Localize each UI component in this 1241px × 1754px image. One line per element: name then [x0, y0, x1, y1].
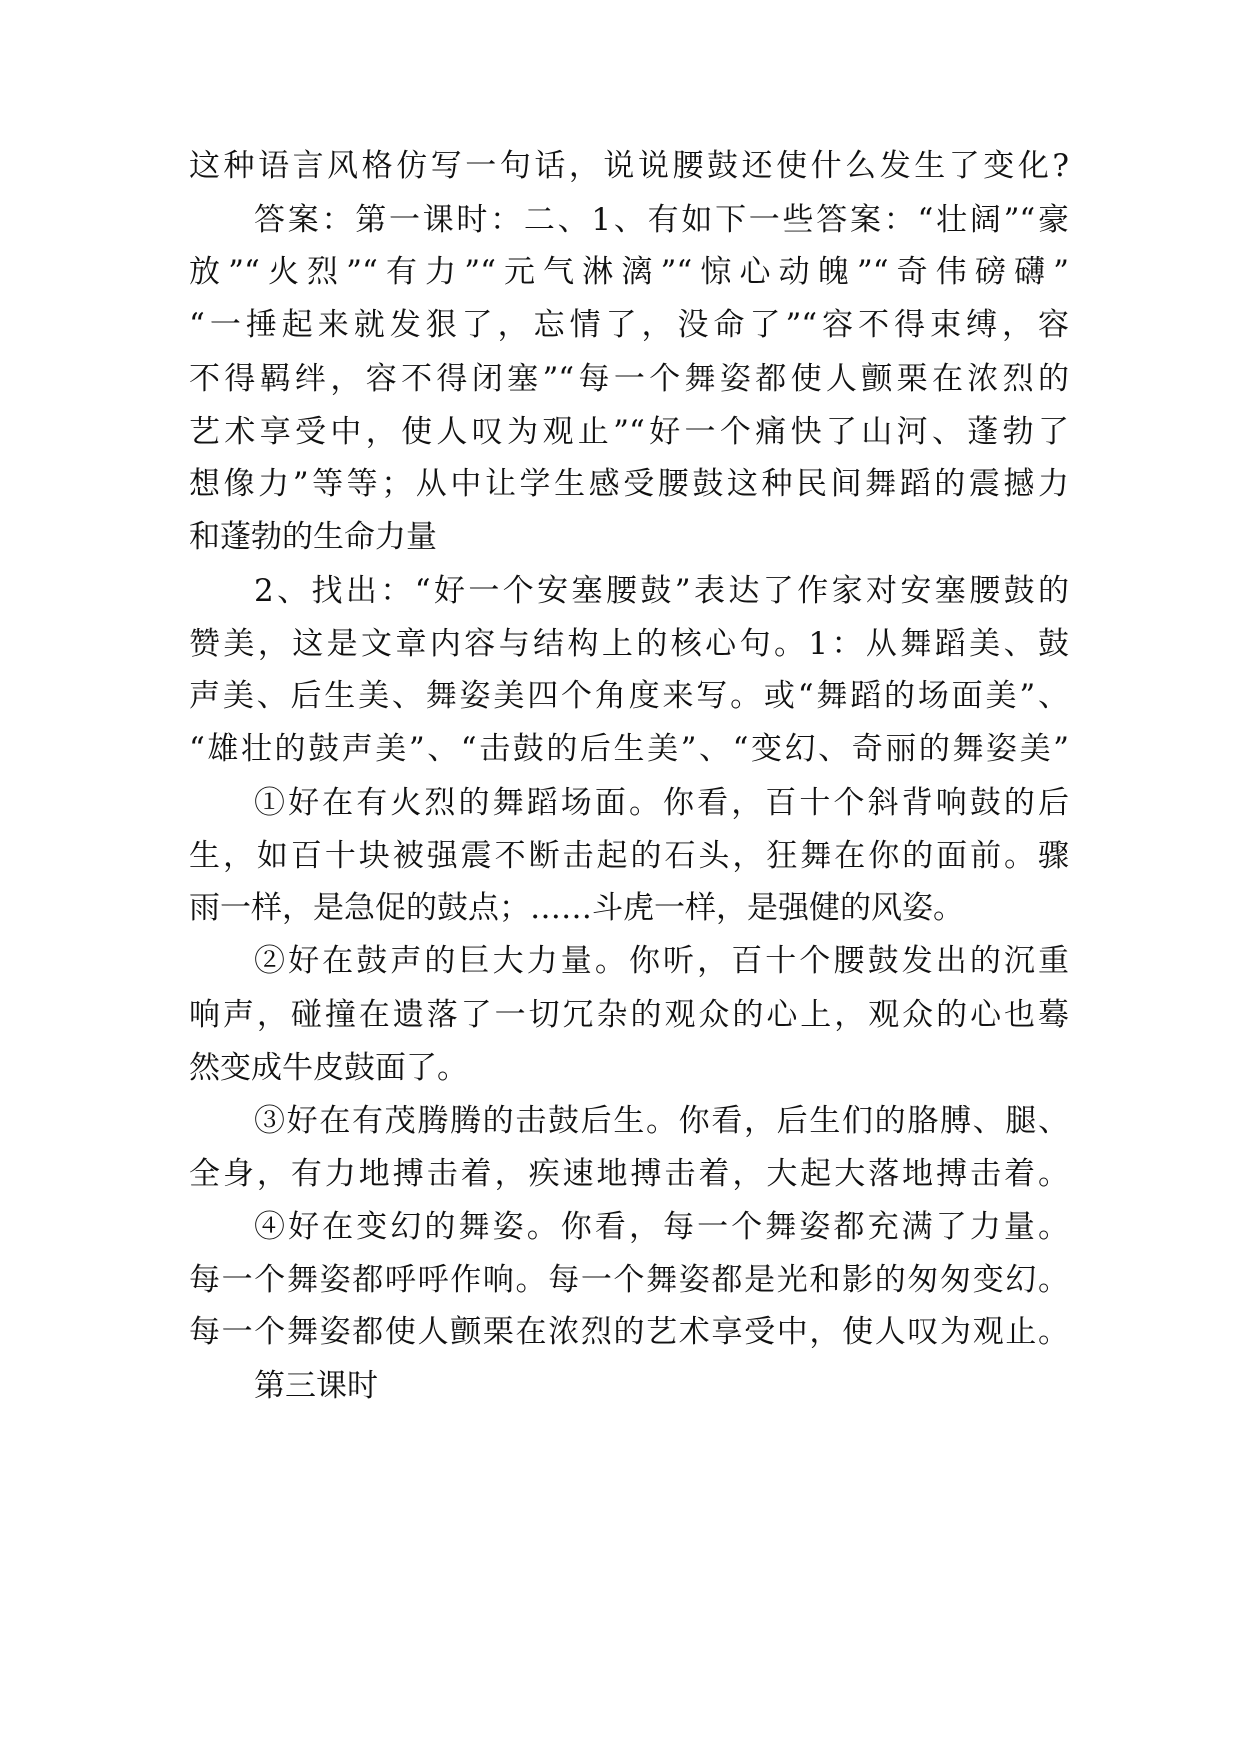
text-line: 这种语言风格仿写一句话，说说腰鼓还使什么发生了变化? — [189, 148, 1069, 184]
text-line: ③好在有茂腾腾的击鼓后生。你看，后生们的胳膊、腿、 — [254, 1103, 1069, 1139]
text-line: ④好在变幻的舞姿。你看，每一个舞姿都充满了力量。 — [254, 1209, 1069, 1245]
text-line: 雨一样，是急促的鼓点；……斗虎一样，是强健的风姿。 — [189, 890, 964, 926]
text-line: 2、找出：“好一个安塞腰鼓”表达了作家对安塞腰鼓的 — [254, 573, 1069, 609]
section-heading: 第三课时 — [254, 1368, 378, 1404]
text-line: ②好在鼓声的巨大力量。你听，百十个腰鼓发出的沉重 — [254, 943, 1069, 979]
text-line: 艺术享受中，使人叹为观止”“好一个痛快了山河、蓬勃了 — [189, 414, 1069, 450]
text-line: 全身，有力地搏击着，疾速地搏击着，大起大落地搏击着。 — [189, 1156, 1069, 1192]
text-line: 每一个舞姿都呼呼作响。每一个舞姿都是光和影的匆匆变幻。 — [189, 1262, 1069, 1298]
text-line: 响声，碰撞在遗落了一切冗杂的观众的心上，观众的心也蓦 — [189, 997, 1069, 1033]
text-line: 答案：第一课时：二、1、有如下一些答案：“壮阔”“豪 — [254, 202, 1069, 238]
text-line: 和蓬勃的生命力量 — [189, 519, 437, 555]
text-line: “一捶起来就发狠了，忘情了，没命了”“容不得束缚，容 — [189, 307, 1069, 343]
text-line: ①好在有火烈的舞蹈场面。你看，百十个斜背响鼓的后 — [254, 785, 1069, 821]
text-line: 想像力”等等；从中让学生感受腰鼓这种民间舞蹈的震撼力 — [189, 466, 1069, 502]
text-line: “雄壮的鼓声美”、“击鼓的后生美”、“变幻、奇丽的舞姿美” — [189, 731, 1069, 767]
text-line: 不得羁绊，容不得闭塞”“每一个舞姿都使人颤栗在浓烈的 — [189, 361, 1069, 397]
text-line: 每一个舞姿都使人颤栗在浓烈的艺术享受中，使人叹为观止。 — [189, 1314, 1069, 1350]
text-line: 然变成牛皮鼓面了。 — [189, 1050, 468, 1086]
text-line: 赞美，这是文章内容与结构上的核心句。1：从舞蹈美、鼓 — [189, 626, 1069, 662]
text-line: 声美、后生美、舞姿美四个角度来写。或“舞蹈的场面美”、 — [189, 678, 1069, 714]
text-line: 放”“火烈”“有力”“元气淋漓”“惊心动魄”“奇伟磅礴” — [189, 254, 1069, 290]
text-line: 生，如百十块被强震不断击起的石头，狂舞在你的面前。骤 — [189, 838, 1069, 874]
